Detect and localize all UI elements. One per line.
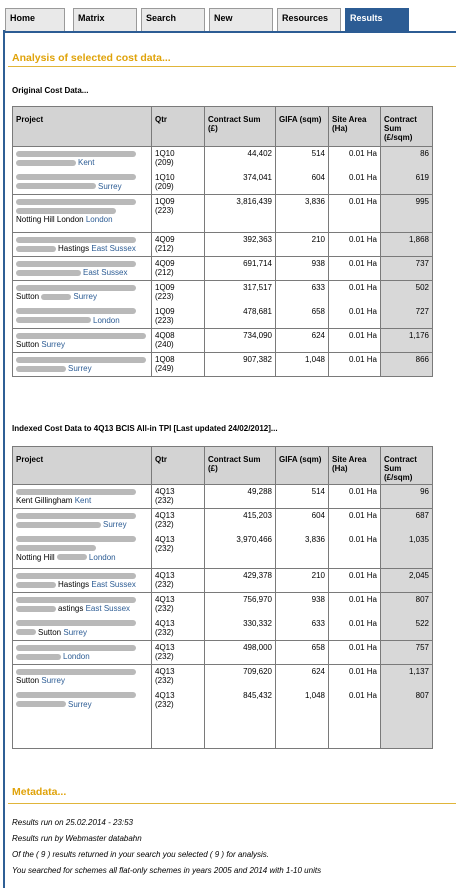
rate-cell: 807: [381, 593, 433, 617]
region-link[interactable]: Surrey: [68, 699, 92, 709]
region-link[interactable]: Surrey: [63, 627, 87, 637]
region-link[interactable]: East Sussex: [83, 268, 128, 277]
rate-cell: 96: [381, 485, 433, 509]
table-row: [13, 257, 433, 281]
table-row: [13, 353, 433, 377]
tab-home[interactable]: Home: [5, 8, 65, 32]
rate-cell: 687: [381, 509, 433, 533]
gifa-cell: 3,836: [276, 533, 329, 569]
rate-cell: 86: [381, 147, 433, 171]
gifa-cell: 210: [276, 233, 329, 257]
rate-cell: 1,137: [381, 665, 433, 689]
sum-cell: 415,203: [205, 509, 276, 533]
table-row: [13, 233, 433, 257]
col-site-area: Site Area (Ha): [329, 107, 381, 147]
sum-cell: 3,816,439: [205, 195, 276, 233]
site-cell: 0.01 Ha: [329, 147, 381, 171]
sum-cell: 374,041: [205, 171, 276, 195]
table-row: [13, 509, 433, 533]
rate-cell: 995: [381, 195, 433, 233]
col-project: Project: [13, 447, 152, 485]
site-cell: 0.01 Ha: [329, 593, 381, 617]
sum-cell: 429,378: [205, 569, 276, 593]
tab-underline: [5, 31, 456, 33]
original-subheading: Original Cost Data...: [12, 86, 89, 95]
site-cell: 0.01 Ha: [329, 665, 381, 689]
project-cell: [13, 171, 152, 195]
qtr-cell: 4Q13 (232): [152, 533, 205, 569]
divider: [8, 803, 456, 804]
project-cell: Notting Hill London: [13, 533, 152, 569]
qtr-cell: 4Q08 (240): [152, 329, 205, 353]
gifa-cell: 633: [276, 617, 329, 641]
meta-line: Results run by Webmaster databahn: [12, 834, 142, 843]
qtr-cell: 4Q09 (212): [152, 233, 205, 257]
col-contract-sum: Contract Sum (£): [205, 107, 276, 147]
site-cell: 0.01 Ha: [329, 281, 381, 305]
sum-cell: 756,970: [205, 593, 276, 617]
table-row: [13, 195, 433, 233]
table-row: [13, 689, 433, 749]
gifa-cell: 604: [276, 509, 329, 533]
col-gifa: GIFA (sqm): [276, 447, 329, 485]
project-cell: Kent Gillingham Kent: [13, 485, 152, 509]
meta-line: Results run on 25.02.2014 - 23:53: [12, 818, 133, 827]
site-cell: 0.01 Ha: [329, 689, 381, 749]
site-cell: 0.01 Ha: [329, 329, 381, 353]
gifa-cell: 658: [276, 305, 329, 329]
indexed-cost-table: [12, 446, 433, 749]
sum-cell: 734,090: [205, 329, 276, 353]
tab-resources[interactable]: Resources: [277, 8, 341, 32]
region-link[interactable]: London: [93, 315, 120, 325]
project-cell: Notting Hill London London: [13, 195, 152, 233]
rate-cell: 737: [381, 257, 433, 281]
region-link[interactable]: Surrey: [41, 340, 65, 349]
rate-cell: 1,176: [381, 329, 433, 353]
site-cell: 0.01 Ha: [329, 171, 381, 195]
site-cell: 0.01 Ha: [329, 305, 381, 329]
project-cell: Sutton Surrey: [13, 281, 152, 305]
sum-cell: 691,714: [205, 257, 276, 281]
sum-cell: 44,402: [205, 147, 276, 171]
qtr-cell: 4Q13 (232): [152, 689, 205, 749]
region-link[interactable]: East Sussex: [85, 604, 131, 613]
sum-cell: 498,000: [205, 641, 276, 665]
region-link[interactable]: East Sussex: [91, 244, 136, 253]
project-cell: [13, 641, 152, 665]
qtr-cell: 4Q13 (232): [152, 593, 205, 617]
site-cell: 0.01 Ha: [329, 533, 381, 569]
gifa-cell: 514: [276, 147, 329, 171]
qtr-cell: 1Q09 (223): [152, 305, 205, 329]
region-link[interactable]: Surrey: [73, 292, 97, 301]
gifa-cell: 1,048: [276, 689, 329, 749]
rate-cell: 522: [381, 617, 433, 641]
table-row: [13, 305, 433, 329]
gifa-cell: 624: [276, 665, 329, 689]
region-link[interactable]: Kent: [78, 158, 95, 167]
indexed-subheading: Indexed Cost Data to 4Q13 BCIS All-in TPI [Last updated 24/02/2012]...: [12, 424, 278, 433]
qtr-cell: 1Q08 (249): [152, 353, 205, 377]
region-link[interactable]: London: [63, 652, 90, 661]
tab-new[interactable]: New: [209, 8, 273, 32]
site-cell: 0.01 Ha: [329, 485, 381, 509]
region-link[interactable]: Surrey: [41, 676, 65, 685]
region-link[interactable]: Surrey: [68, 364, 92, 373]
qtr-cell: 4Q13 (232): [152, 665, 205, 689]
sum-cell: 709,620: [205, 665, 276, 689]
rate-cell: 1,868: [381, 233, 433, 257]
qtr-cell: 4Q13 (232): [152, 509, 205, 533]
region-link[interactable]: London: [85, 215, 113, 224]
project-cell: [13, 147, 152, 171]
col-gifa: GIFA (sqm): [276, 107, 329, 147]
rate-cell: 866: [381, 353, 433, 377]
region-link[interactable]: Surrey: [103, 520, 127, 529]
project-cell: [13, 305, 152, 329]
qtr-cell: 1Q10 (209): [152, 147, 205, 171]
metadata-heading: Metadata...: [12, 786, 67, 798]
sum-cell: 907,382: [205, 353, 276, 377]
table-row: [13, 617, 433, 641]
table-row: [13, 281, 433, 305]
rate-cell: 757: [381, 641, 433, 665]
qtr-cell: 1Q09 (223): [152, 281, 205, 305]
table-row: [13, 485, 433, 509]
qtr-cell: 4Q13 (232): [152, 617, 205, 641]
tab-results[interactable]: Results: [345, 8, 409, 32]
site-cell: 0.01 Ha: [329, 617, 381, 641]
gifa-cell: 1,048: [276, 353, 329, 377]
table-row: [13, 593, 433, 617]
original-cost-table: [12, 106, 433, 377]
gifa-cell: 514: [276, 485, 329, 509]
project-cell: astings East Sussex: [13, 593, 152, 617]
tab-matrix[interactable]: Matrix: [73, 8, 137, 32]
rate-cell: 502: [381, 281, 433, 305]
gifa-cell: 604: [276, 171, 329, 195]
rate-cell: 807: [381, 689, 433, 749]
project-cell: [13, 257, 152, 281]
gifa-cell: 624: [276, 329, 329, 353]
gifa-cell: 633: [276, 281, 329, 305]
site-cell: 0.01 Ha: [329, 569, 381, 593]
rate-cell: 619: [381, 171, 433, 195]
col-qtr: Qtr: [152, 107, 205, 147]
project-cell: Sutton Surrey: [13, 329, 152, 353]
sum-cell: 392,363: [205, 233, 276, 257]
gifa-cell: 658: [276, 641, 329, 665]
gifa-cell: 3,836: [276, 195, 329, 233]
sum-cell: 330,332: [205, 617, 276, 641]
sum-cell: 478,681: [205, 305, 276, 329]
sum-cell: 3,970,466: [205, 533, 276, 569]
project-cell: Hastings East Sussex: [13, 233, 152, 257]
qtr-cell: 4Q09 (212): [152, 257, 205, 281]
divider: [8, 66, 456, 67]
region-link[interactable]: London: [88, 552, 116, 562]
site-cell: 0.01 Ha: [329, 257, 381, 281]
site-cell: 0.01 Ha: [329, 233, 381, 257]
col-project: Project: [13, 107, 152, 147]
table-row: [13, 641, 433, 665]
rate-cell: 1,035: [381, 533, 433, 569]
region-link[interactable]: Surrey: [98, 181, 122, 191]
project-cell: Sutton Surrey: [13, 665, 152, 689]
project-cell: [13, 509, 152, 533]
col-qtr: Qtr: [152, 447, 205, 485]
meta-line: You searched for schemes all flat-only schemes in years 2005 and 2014 with 1-10 units: [12, 866, 322, 875]
region-link[interactable]: Kent: [74, 496, 92, 505]
col-site-area: Site Area (Ha): [329, 447, 381, 485]
analysis-heading: Analysis of selected cost data...: [12, 52, 171, 64]
project-cell: [13, 353, 152, 377]
col-rate: Contract Sum (£/sqm): [381, 107, 433, 147]
region-link[interactable]: East Sussex: [91, 580, 136, 589]
project-cell: Hastings East Sussex: [13, 569, 152, 593]
sum-cell: 845,432: [205, 689, 276, 749]
col-contract-sum: Contract Sum (£): [205, 447, 276, 485]
qtr-cell: 4Q13 (232): [152, 485, 205, 509]
gifa-cell: 938: [276, 257, 329, 281]
qtr-cell: 1Q10 (209): [152, 171, 205, 195]
qtr-cell: 4Q13 (232): [152, 641, 205, 665]
gifa-cell: 938: [276, 593, 329, 617]
table-row: [13, 329, 433, 353]
rate-cell: 727: [381, 305, 433, 329]
qtr-cell: 1Q09 (223): [152, 195, 205, 233]
project-cell: Sutton Surrey: [13, 617, 152, 641]
gifa-cell: 210: [276, 569, 329, 593]
project-cell: [13, 689, 152, 749]
site-cell: 0.01 Ha: [329, 195, 381, 233]
table-row: [13, 171, 433, 195]
site-cell: 0.01 Ha: [329, 641, 381, 665]
tab-search[interactable]: Search: [141, 8, 205, 32]
table-row: [13, 533, 433, 569]
sum-cell: 317,517: [205, 281, 276, 305]
table-row: [13, 569, 433, 593]
table-row: [13, 665, 433, 689]
rate-cell: 2,045: [381, 569, 433, 593]
meta-line: Of the ( 9 ) results returned in your search you selected ( 9 ) for analysis.: [12, 850, 269, 859]
site-cell: 0.01 Ha: [329, 509, 381, 533]
qtr-cell: 4Q13 (232): [152, 569, 205, 593]
sum-cell: 49,288: [205, 485, 276, 509]
col-rate: Contract Sum (£/sqm): [381, 447, 433, 485]
table-row: [13, 147, 433, 171]
site-cell: 0.01 Ha: [329, 353, 381, 377]
left-border: [3, 30, 5, 888]
